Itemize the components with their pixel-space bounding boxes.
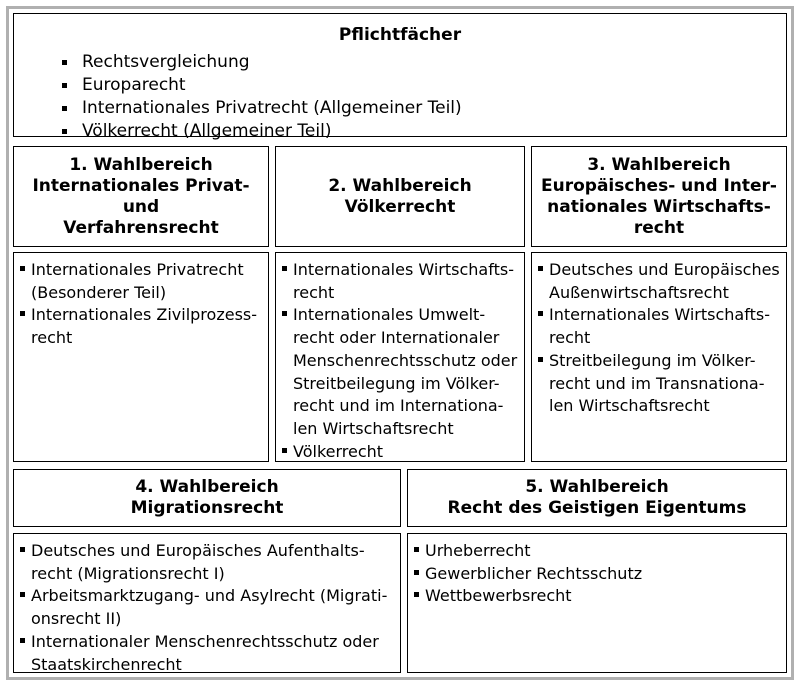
header-line: 4. Wahlbereich [135, 477, 279, 497]
header-line: 5. Wahlbereich [525, 477, 669, 497]
list-item: Völkerrecht [282, 441, 520, 464]
list-item: Rechtsvergleichung [62, 51, 462, 74]
header-line: Verfahrensrecht [63, 217, 219, 238]
list-item: Internationales Wirtschafts- recht [538, 304, 782, 349]
list-item: Streitbeilegung im Völker- recht und im Transnationa- len Wirtschaftsrecht [538, 350, 782, 418]
list-item: Internationales Privatrecht (Allgemeiner Teil) [62, 97, 462, 120]
header-line: Migrationsrecht [130, 498, 284, 518]
header-line: und [122, 196, 160, 217]
list-item: Deutsches und Europäisches Außenwirtschaftsrecht [538, 259, 782, 304]
header-line: Völkerrecht [344, 196, 456, 217]
wahlbereich-5-content [407, 533, 787, 673]
list-item: Internationales Zivilprozess- recht [20, 304, 264, 349]
wahlbereich-3-header [531, 146, 787, 247]
list-item: Internationales Umwelt- recht oder Internationaler Menschenrechtsschutz oder Streitbeilegung im Völker- recht und im Internationa- len Wirtschaftsrecht [282, 304, 520, 440]
header-line: nationales Wirtschafts- [547, 196, 771, 217]
header-line: 2. Wahlbereich [328, 175, 472, 196]
list-item: Europarecht [62, 74, 462, 97]
header-line: 3. Wahlbereich [587, 154, 731, 175]
wahlbereich-3-list [532, 253, 786, 418]
wahlbereich-5-list [408, 534, 786, 608]
list-item: Arbeitsmarktzugang- und Asylrecht (Migrati- onsrecht II) [20, 585, 396, 630]
wahlbereich-5-header [407, 469, 787, 527]
wahlbereich-2-header [275, 146, 525, 247]
list-item: Gewerblicher Rechtsschutz [414, 563, 782, 586]
list-item: Internationaler Menschenrechtsschutz oder Staatskirchenrecht [20, 631, 396, 676]
pflichtfaecher-list [62, 51, 462, 143]
header-line: Europäisches- und Inter- [541, 175, 777, 196]
wahlbereich-4-content [13, 533, 401, 673]
list-item: Deutsches und Europäisches Aufenthalts- recht (Migrationsrecht I) [20, 540, 396, 585]
header-line: Internationales Privat- [32, 175, 250, 196]
wahlbereich-4-header [13, 469, 401, 527]
list-item: Internationales Privatrecht (Besonderer Teil) [20, 259, 264, 304]
wahlbereich-1-header [13, 146, 269, 247]
wahlbereich-2-content [275, 252, 525, 462]
pflichtfaecher-title: Pflichtfächer [338, 25, 462, 45]
wahlbereich-1-content [13, 252, 269, 462]
wahlbereich-2-list [276, 253, 524, 463]
wahlbereich-1-list [14, 253, 268, 350]
list-item: Völkerrecht (Allgemeiner Teil) [62, 120, 462, 143]
wahlbereich-4-list [14, 534, 400, 676]
header-line: Recht des Geistigen Eigentums [447, 498, 747, 518]
list-item: Internationales Wirtschafts- recht [282, 259, 520, 304]
wahlbereich-3-content [531, 252, 787, 462]
pflichtfaecher-box [13, 13, 787, 141]
curriculum-table [6, 6, 794, 680]
header-line: 1. Wahlbereich [69, 154, 213, 175]
list-item: Wettbewerbsrecht [414, 585, 782, 608]
header-line: recht [633, 217, 685, 238]
list-item: Urheberrecht [414, 540, 782, 563]
